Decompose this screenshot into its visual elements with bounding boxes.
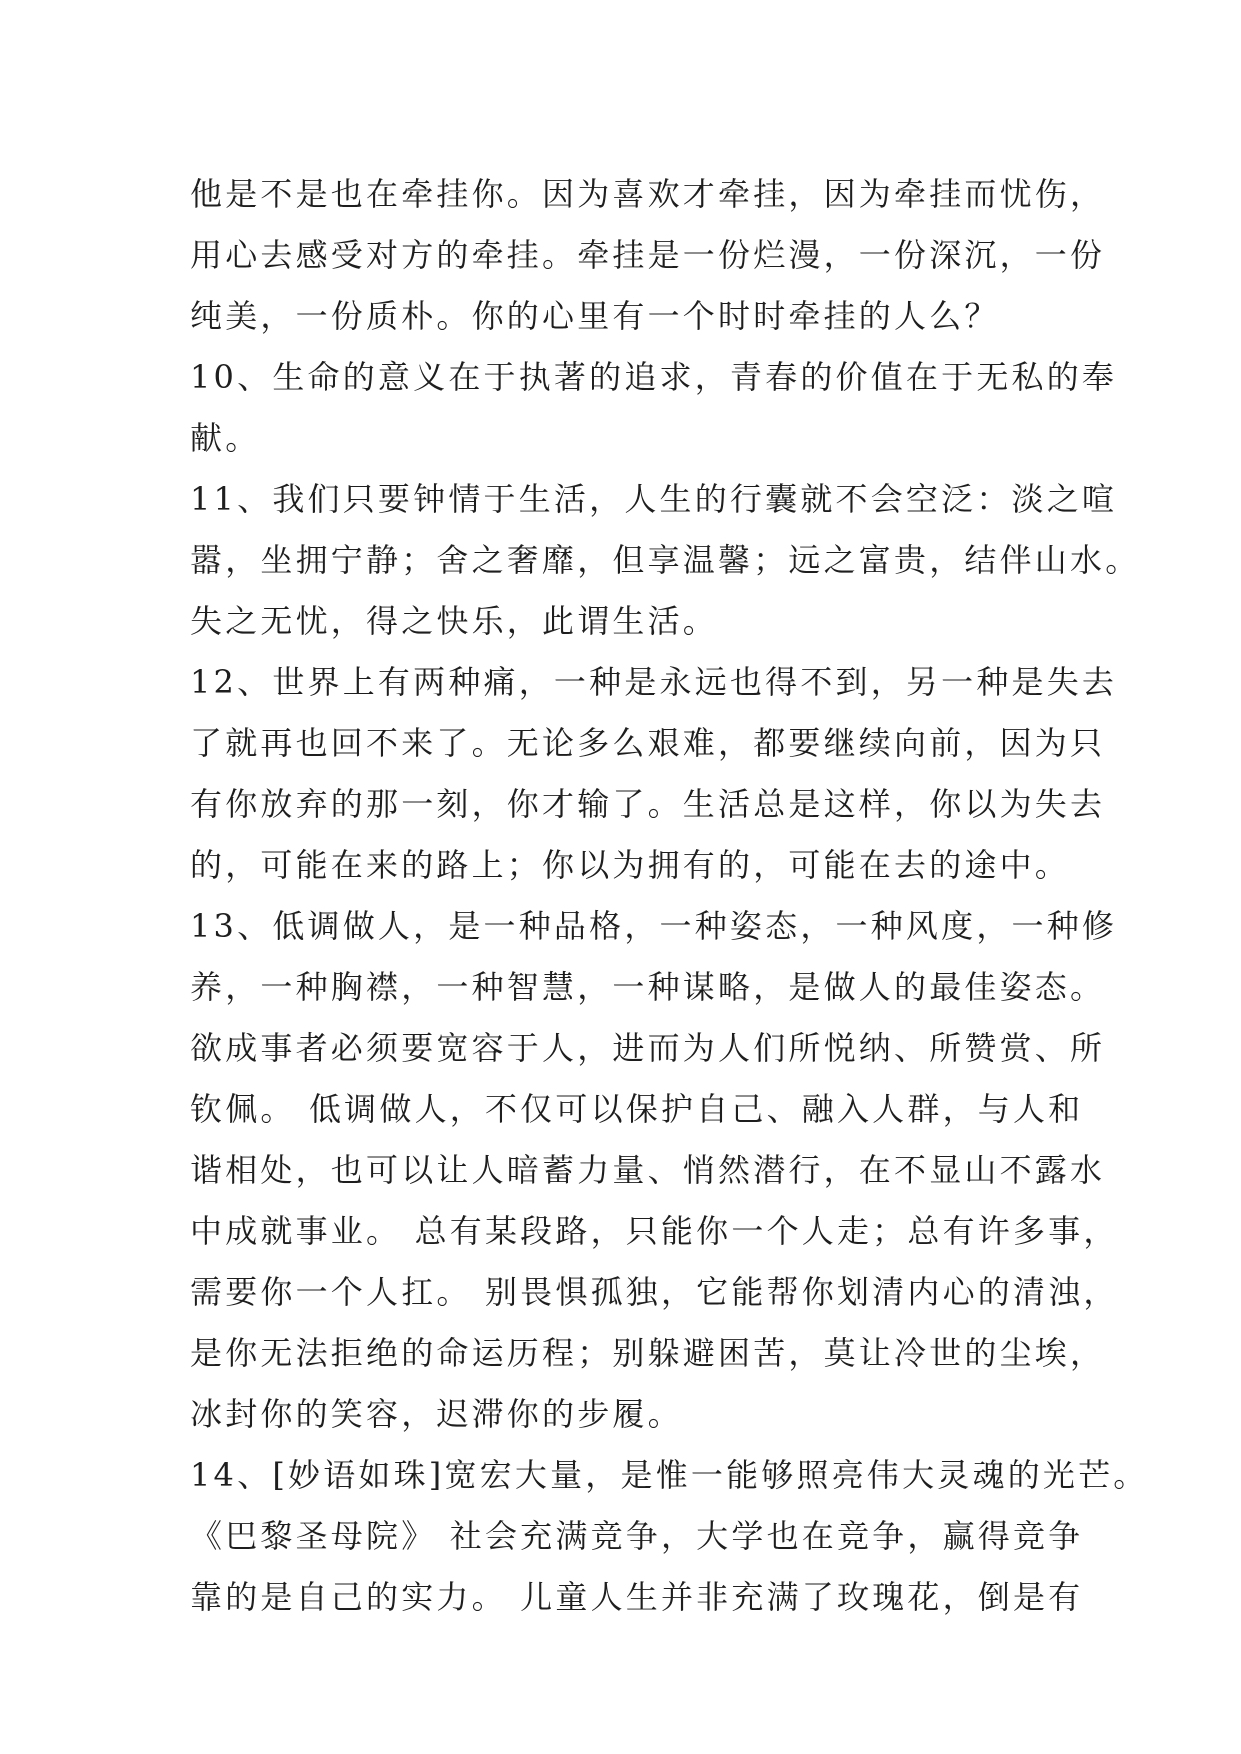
- text-line: 14、[妙语如珠]宽宏大量，是惟一能够照亮伟大灵魂的光芒。: [190, 1456, 1149, 1494]
- text-line: 谐相处，也可以让人暗蓄力量、悄然潜行，在不显山不露水: [190, 1151, 1106, 1189]
- text-line: 的，可能在来的路上；你以为拥有的，可能在去的途中。: [190, 846, 1071, 884]
- text-line: 中成就事业。 总有某段路，只能你一个人走；总有许多事，: [190, 1212, 1119, 1250]
- text-line: 用心去感受对方的牵挂。牵挂是一份烂漫，一份深沉，一份: [190, 236, 1106, 274]
- text-line: 有你放弃的那一刻，你才输了。生活总是这样，你以为失去: [190, 785, 1106, 823]
- text-line: 12、世界上有两种痛，一种是永远也得不到，另一种是失去: [190, 663, 1118, 701]
- text-line: 欲成事者必须要宽容于人，进而为人们所悦纳、所赞赏、所: [190, 1029, 1106, 1067]
- text-line: 11、我们只要钟情于生活，人生的行囊就不会空泛：淡之喧: [190, 480, 1118, 518]
- text-line: 《巴黎圣母院》 社会充满竞争，大学也在竞争，赢得竞争: [190, 1517, 1084, 1555]
- text-line: 10、生命的意义在于执著的追求，青春的价值在于无私的奉: [190, 358, 1118, 396]
- text-line: 失之无忧，得之快乐，此谓生活。: [190, 602, 719, 640]
- text-line: 靠的是自己的实力。 儿童人生并非充满了玫瑰花，倒是有: [190, 1578, 1084, 1616]
- text-line: 嚣，坐拥宁静；舍之奢靡，但享温馨；远之富贵，结伴山水。: [190, 541, 1141, 579]
- document-body: [190, 164, 1149, 1628]
- text-line: 需要你一个人扛。 别畏惧孤独，它能帮你划清内心的清浊，: [190, 1273, 1119, 1311]
- text-line: 纯美，一份质朴。你的心里有一个时时牵挂的人么？: [190, 297, 1000, 335]
- text-line: 钦佩。 低调做人，不仅可以保护自己、融入人群，与人和: [190, 1090, 1084, 1128]
- text-line: 是你无法拒绝的命运历程；别躲避困苦，莫让冷世的尘埃，: [190, 1334, 1106, 1372]
- text-line: 冰封你的笑容，迟滞你的步履。: [190, 1395, 683, 1433]
- text-line: 13、低调做人，是一种品格，一种姿态，一种风度，一种修: [190, 907, 1118, 945]
- text-line: 献。: [190, 419, 261, 457]
- text-line: 了就再也回不来了。无论多么艰难，都要继续向前，因为只: [190, 724, 1106, 762]
- text-line: 他是不是也在牵挂你。因为喜欢才牵挂，因为牵挂而忧伤，: [190, 175, 1106, 213]
- text-line: 养，一种胸襟，一种智慧，一种谋略，是做人的最佳姿态。: [190, 968, 1106, 1006]
